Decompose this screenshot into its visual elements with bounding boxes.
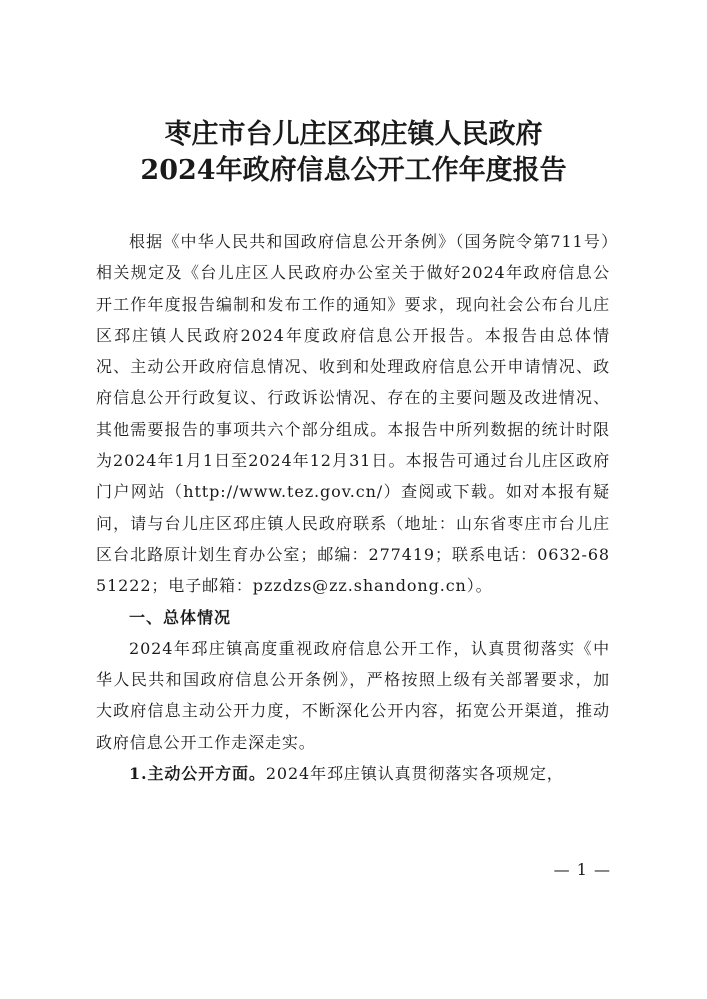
report-title-line-1: 枣庄市台儿庄区邳庄镇人民政府 [164,119,543,150]
report-body [96,226,610,789]
report-title-line-2: 2024年政府信息公开工作年度报告 [140,155,567,186]
overview-paragraph: 2024年邳庄镇高度重视政府信息公开工作，认真贯彻落实《中华人民共和国政府信息公开条例》，严格按照上级有关部署要求，加大政府信息主动公开力度，不断深化公开内容，拓宽公开渠道，推动政府信息公开工作走深走实。 [96,638,610,752]
section-heading-overview: 一、总体情况 [129,607,232,627]
item-1-label: 1.主动公开方面。 [129,764,266,784]
item-1-paragraph [96,758,610,789]
item-1-text: 2024年邳庄镇认真贯彻落实各项规定， [265,764,564,784]
page-number: — 1 — [553,860,611,879]
intro-paragraph: 根据《中华人民共和国政府信息公开条例》（国务院令第711号）相关规定及《台儿庄区人民政府办公室关于做好2024年政府信息公开工作年度报告编制和发布工作的通知》要求，现向社会公布台儿庄区邳庄镇人民政府2024年度政府信息公开报告。本报告由总体情况、主动公开政府信息情况、收到和处理政府信息公开申请情况、政府信息公开行政复议、行政诉讼情况、存在的主要问题及改进情况、其他需要报告的事项共六个部分组成。本报告中所列数据的统计时限为2024年1月1日至2024年12月31日。本报告可通过台儿庄区政府门户网站（http://www.tez.gov.cn/）查阅或下载。如对本报有疑问，请与台儿庄区邳庄镇人民政府联系（地址：山东省枣庄市台儿庄区台北路原计划生育办公室；邮编：277419；联系电话：0632-6851222；电子邮箱：pzzdzs@zz.shandong.cn）。 [96,232,610,596]
